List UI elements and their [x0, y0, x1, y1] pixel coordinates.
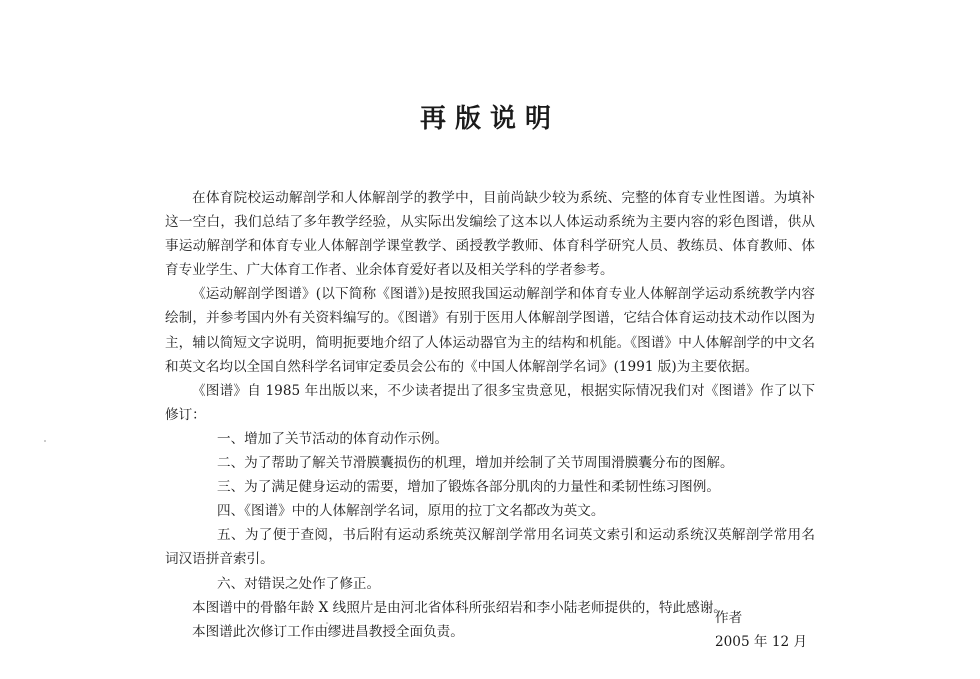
document-title: 再版说明 — [419, 104, 560, 134]
revision-item-2: 二、为了帮助了解关节滑膜囊损伤的机理，增加并绘制了关节周围滑膜囊分布的图解。 — [217, 455, 734, 472]
document-body — [165, 186, 815, 644]
paragraph-responsibility: 本图谱此次修订工作由缪进昌教授全面负责。 — [192, 623, 464, 640]
signature-date: 2005 年 12 月 — [715, 634, 808, 650]
revision-item-4: 四、《图谱》中的人体解剖学名词，原用的拉丁文名都改为英文。 — [217, 503, 605, 520]
paragraph-acknowledgement: 本图谱中的骨骼年龄 X 线照片是由河北省体科所张绍岩和李小陆老师提供的，特此感谢。 — [192, 599, 727, 616]
revision-item-6: 六、对错误之处作了修正。 — [217, 575, 381, 592]
revision-item-3: 三、为了满足健身运动的需要，增加了锻炼各部分肌肉的力量性和柔韧性练习图例。 — [217, 479, 720, 496]
revision-item-1: 一、增加了关节活动的体育动作示例。 — [217, 430, 449, 447]
paragraph-about-atlas: 《运动解剖学图谱》(以下简称《图谱》)是按照我国运动解剖学和体育专业人体解剖学运动系统教学内容绘制，并参考国内外有关资料编写的。《图谱》有别于医用人体解剖学图谱，它结合体育运动技术动作以图为主，辅以简短文字说明，简明扼要地介绍了人体运动器官为主的结构和机能。《图谱》中人体解剖学的中文名和英文名均以全国自然科学名词审定委员会公布的《中国人体解剖学名词》(1991 版)为主要依据。 — [165, 286, 815, 375]
scan-speck — [44, 440, 46, 442]
paragraph-intro: 在体育院校运动解剖学和人体解剖学的教学中，目前尚缺少较为系统、完整的体育专业性图谱。为填补这一空白，我们总结了多年教学经验，从实际出发编绘了这本以人体运动系统为主要内容的彩色图谱，供从事运动解剖学和体育专业人体解剖学课堂教学、函授教学教师、体育科学研究人员、教练员、体育教师、体育专业学生、广大体育工作者、业余体育爱好者以及相关学科的学者参考。 — [165, 190, 815, 279]
revision-item-5: 五、为了便于查阅，书后附有运动系统英汉解剖学常用名词英文索引和运动系统汉英解剖学常用名词汉语拼音索引。 — [165, 527, 815, 568]
scan-speck — [326, 622, 328, 624]
author-signature: 作者 — [715, 610, 743, 626]
paragraph-revisions-lead: 《图谱》自 1985 年出版以来，不少读者提出了很多宝贵意见，根据实际情况我们对《图谱》作了以下修订： — [165, 382, 815, 423]
